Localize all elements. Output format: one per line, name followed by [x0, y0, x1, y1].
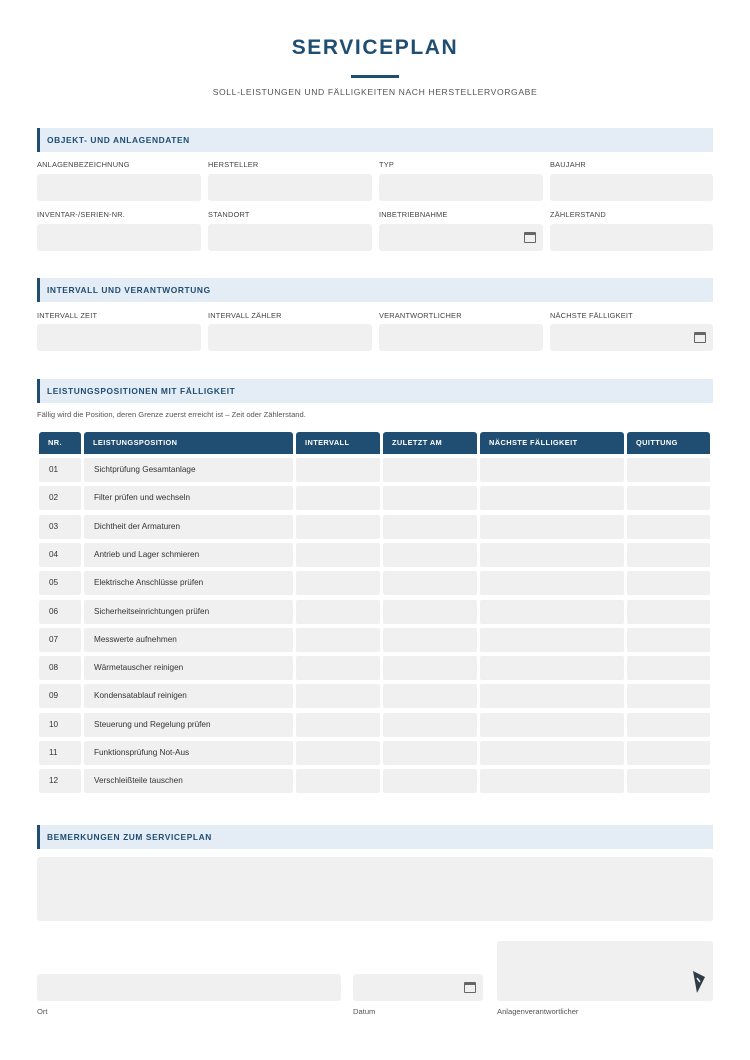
page-title: SERVICEPLAN — [291, 36, 459, 59]
naechste-faelligkeit-input[interactable] — [480, 769, 624, 793]
row-position-cell: Messwerte aufnehmen — [84, 628, 293, 652]
section-heading-positions: LEISTUNGSPOSITIONEN MIT FÄLLIGKEIT — [37, 379, 713, 403]
intervall-input[interactable] — [296, 571, 380, 595]
section-heading-remarks: BEMERKUNGEN ZUM SERVICEPLAN — [37, 825, 713, 849]
field-label-inbetriebnahme: INBETRIEBNAHME — [379, 210, 448, 219]
naechste-faelligkeit-input[interactable] — [480, 515, 624, 539]
row-nr-cell: 05 — [39, 571, 81, 595]
inventar-serien-nr-input[interactable] — [37, 224, 201, 251]
naechste-faelligkeit-input[interactable] — [480, 741, 624, 765]
field-label-verantwortlicher: VERANTWORTLICHER — [379, 311, 462, 320]
quittung-input[interactable] — [627, 515, 710, 539]
naechste-faelligkeit-input[interactable] — [480, 684, 624, 708]
naechste-faelligkeit-input[interactable] — [480, 486, 624, 510]
title-divider — [351, 75, 399, 78]
intervall-input[interactable] — [296, 713, 380, 737]
column-header-quittung: QUITTUNG — [627, 432, 710, 454]
positions-hint: Fällig wird die Position, deren Grenze zuerst erreicht ist – Zeit oder Zählerstand. — [37, 410, 306, 419]
row-nr-cell: 11 — [39, 741, 81, 765]
intervall-input[interactable] — [296, 486, 380, 510]
zuletzt-am-input[interactable] — [383, 515, 477, 539]
row-position-cell: Wärmetauscher reinigen — [84, 656, 293, 680]
field-label-hersteller: HERSTELLER — [208, 160, 259, 169]
intervall-input[interactable] — [296, 543, 380, 567]
quittung-input[interactable] — [627, 571, 710, 595]
field-label-naechste-faelligkeit: NÄCHSTE FÄLLIGKEIT — [550, 311, 633, 320]
row-nr-cell: 07 — [39, 628, 81, 652]
row-nr-cell: 12 — [39, 769, 81, 793]
section-heading-interval: INTERVALL UND VERANTWORTUNG — [37, 278, 713, 302]
quittung-input[interactable] — [627, 486, 710, 510]
column-header-zuletzt-am: ZULETZT AM — [383, 432, 477, 454]
zuletzt-am-input[interactable] — [383, 656, 477, 680]
row-nr-cell: 06 — [39, 600, 81, 624]
zuletzt-am-input[interactable] — [383, 628, 477, 652]
naechste-faelligkeit-input[interactable] — [480, 713, 624, 737]
intervall-input[interactable] — [296, 600, 380, 624]
section-heading-object: OBJEKT- UND ANLAGENDATEN — [37, 128, 713, 152]
calendar-icon[interactable] — [464, 982, 476, 993]
quittung-input[interactable] — [627, 543, 710, 567]
row-position-cell: Funktionsprüfung Not-Aus — [84, 741, 293, 765]
quittung-input[interactable] — [627, 600, 710, 624]
row-position-cell: Elektrische Anschlüsse prüfen — [84, 571, 293, 595]
baujahr-input[interactable] — [550, 174, 713, 201]
field-label-intervall-zaehler: INTERVALL ZÄHLER — [208, 311, 282, 320]
row-position-cell: Steuerung und Regelung prüfen — [84, 713, 293, 737]
ort-label: Ort — [37, 1007, 48, 1016]
row-nr-cell: 03 — [39, 515, 81, 539]
anlagenbezeichnung-input[interactable] — [37, 174, 201, 201]
zuletzt-am-input[interactable] — [383, 741, 477, 765]
zuletzt-am-input[interactable] — [383, 486, 477, 510]
datum-date-input[interactable] — [353, 974, 483, 1001]
field-label-baujahr: BAUJAHR — [550, 160, 586, 169]
intervall-input[interactable] — [296, 741, 380, 765]
row-position-cell: Filter prüfen und wechseln — [84, 486, 293, 510]
calendar-icon[interactable] — [694, 332, 706, 343]
pen-nib-icon — [691, 969, 707, 995]
quittung-input[interactable] — [627, 628, 710, 652]
naechste-faelligkeit-input[interactable] — [480, 600, 624, 624]
intervall-zeit-input[interactable] — [37, 324, 201, 351]
ort-input[interactable] — [37, 974, 341, 1001]
calendar-icon[interactable] — [524, 232, 536, 243]
hersteller-input[interactable] — [208, 174, 372, 201]
quittung-input[interactable] — [627, 713, 710, 737]
verantwortlicher-input[interactable] — [379, 324, 543, 351]
zuletzt-am-input[interactable] — [383, 543, 477, 567]
intervall-input[interactable] — [296, 769, 380, 793]
row-nr-cell: 04 — [39, 543, 81, 567]
zaehlerstand-input[interactable] — [550, 224, 713, 251]
intervall-input[interactable] — [296, 515, 380, 539]
zuletzt-am-input[interactable] — [383, 769, 477, 793]
page-subtitle: SOLL-LEISTUNGEN UND FÄLLIGKEITEN NACH HERSTELLERVORGABE — [212, 87, 538, 97]
row-position-cell: Sichtprüfung Gesamtanlage — [84, 458, 293, 482]
quittung-input[interactable] — [627, 458, 710, 482]
row-position-cell: Kondensatablauf reinigen — [84, 684, 293, 708]
field-label-inventar-serien-nr: INVENTAR-/SERIEN-NR. — [37, 210, 126, 219]
row-nr-cell: 08 — [39, 656, 81, 680]
column-header-intervall: INTERVALL — [296, 432, 380, 454]
field-label-anlagenbezeichnung: ANLAGENBEZEICHNUNG — [37, 160, 130, 169]
row-position-cell: Antrieb und Lager schmieren — [84, 543, 293, 567]
standort-input[interactable] — [208, 224, 372, 251]
zuletzt-am-input[interactable] — [383, 684, 477, 708]
zuletzt-am-input[interactable] — [383, 713, 477, 737]
inbetriebnahme-date-input[interactable] — [379, 224, 543, 251]
field-label-typ: TYP — [379, 160, 394, 169]
column-header-leistungsposition: LEISTUNGSPOSITION — [84, 432, 293, 454]
row-nr-cell: 01 — [39, 458, 81, 482]
row-position-cell: Sicherheitseinrichtungen prüfen — [84, 600, 293, 624]
naechste-faelligkeit-input[interactable] — [480, 628, 624, 652]
intervall-input[interactable] — [296, 656, 380, 680]
naechste-faelligkeit-date-input[interactable] — [550, 324, 713, 351]
naechste-faelligkeit-input[interactable] — [480, 458, 624, 482]
row-position-cell: Dichtheit der Armaturen — [84, 515, 293, 539]
signer-label: Anlagenverantwortlicher — [497, 1007, 579, 1016]
intervall-input[interactable] — [296, 458, 380, 482]
remarks-textarea[interactable] — [37, 857, 713, 921]
zuletzt-am-input[interactable] — [383, 600, 477, 624]
typ-input[interactable] — [379, 174, 543, 201]
field-label-standort: STANDORT — [208, 210, 250, 219]
quittung-input[interactable] — [627, 684, 710, 708]
row-position-cell: Verschleißteile tauschen — [84, 769, 293, 793]
quittung-input[interactable] — [627, 656, 710, 680]
naechste-faelligkeit-input[interactable] — [480, 656, 624, 680]
quittung-input[interactable] — [627, 741, 710, 765]
field-label-zaehlerstand: ZÄHLERSTAND — [550, 210, 606, 219]
row-nr-cell: 10 — [39, 713, 81, 737]
column-header-nr: NR. — [39, 432, 81, 454]
row-nr-cell: 02 — [39, 486, 81, 510]
zuletzt-am-input[interactable] — [383, 571, 477, 595]
quittung-input[interactable] — [627, 769, 710, 793]
naechste-faelligkeit-input[interactable] — [480, 571, 624, 595]
row-nr-cell: 09 — [39, 684, 81, 708]
zuletzt-am-input[interactable] — [383, 458, 477, 482]
intervall-input[interactable] — [296, 628, 380, 652]
naechste-faelligkeit-input[interactable] — [480, 543, 624, 567]
intervall-zaehler-input[interactable] — [208, 324, 372, 351]
datum-label: Datum — [353, 1007, 376, 1016]
column-header-naechste-faelligkeit: NÄCHSTE FÄLLIGKEIT — [480, 432, 624, 454]
field-label-intervall-zeit: INTERVALL ZEIT — [37, 311, 98, 320]
intervall-input[interactable] — [296, 684, 380, 708]
signature-field[interactable] — [497, 941, 713, 1001]
